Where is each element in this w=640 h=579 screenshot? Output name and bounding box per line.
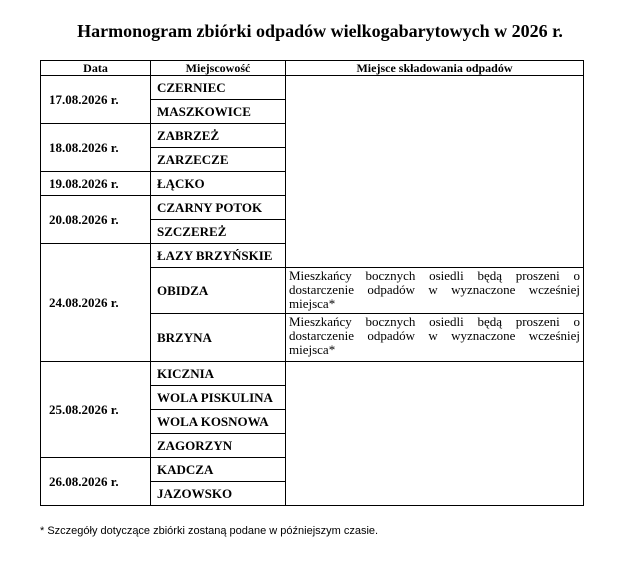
- schedule-table: [40, 60, 584, 506]
- location-cell-empty: [286, 362, 584, 506]
- date-cell: 20.08.2026 r.: [41, 196, 151, 244]
- place-cell: JAZOWSKO: [151, 482, 286, 506]
- date-cell: 26.08.2026 r.: [41, 458, 151, 506]
- date-cell: 24.08.2026 r.: [41, 244, 151, 362]
- place-cell: WOLA KOSNOWA: [151, 410, 286, 434]
- place-cell: ZABRZEŻ: [151, 124, 286, 148]
- table-row: [41, 76, 584, 100]
- place-cell: OBIDZA: [151, 268, 286, 314]
- place-cell: BRZYNA: [151, 314, 286, 362]
- column-header-location: Miejsce składowania odpadów: [286, 61, 584, 76]
- date-cell: 19.08.2026 r.: [41, 172, 151, 196]
- document-title: Harmonogram zbiórki odpadów wielkogabarytowych w 2026 r.: [77, 21, 563, 41]
- place-cell: WOLA PISKULINA: [151, 386, 286, 410]
- column-header-place: Miejscowość: [151, 61, 286, 76]
- date-cell: 25.08.2026 r.: [41, 362, 151, 458]
- place-cell: ZARZECZE: [151, 148, 286, 172]
- header-row: [41, 61, 584, 76]
- column-header-date: Data: [41, 61, 151, 76]
- footnote: * Szczegóły dotyczące zbiórki zostaną podane w późniejszym czasie.: [40, 525, 379, 537]
- place-cell: KADCZA: [151, 458, 286, 482]
- place-cell: KICZNIA: [151, 362, 286, 386]
- place-cell: SZCZEREŻ: [151, 220, 286, 244]
- place-cell: CZARNY POTOK: [151, 196, 286, 220]
- location-cell-empty: [286, 76, 584, 268]
- location-note: Mieszkańcy bocznych osiedli będą proszeni o dostarczenie odpadów w wyznaczone wcześniej miejsca*: [286, 268, 584, 314]
- place-cell: CZERNIEC: [151, 76, 286, 100]
- place-cell: ŁĄCKO: [151, 172, 286, 196]
- place-cell: ŁAZY BRZYŃSKIE: [151, 244, 286, 268]
- place-cell: ZAGORZYN: [151, 434, 286, 458]
- location-note: Mieszkańcy bocznych osiedli będą proszeni o dostarczenie odpadów w wyznaczone wcześniej miejsca*: [286, 314, 584, 362]
- place-cell: MASZKOWICE: [151, 100, 286, 124]
- table-row: [41, 362, 584, 386]
- date-cell: 17.08.2026 r.: [41, 76, 151, 124]
- date-cell: 18.08.2026 r.: [41, 124, 151, 172]
